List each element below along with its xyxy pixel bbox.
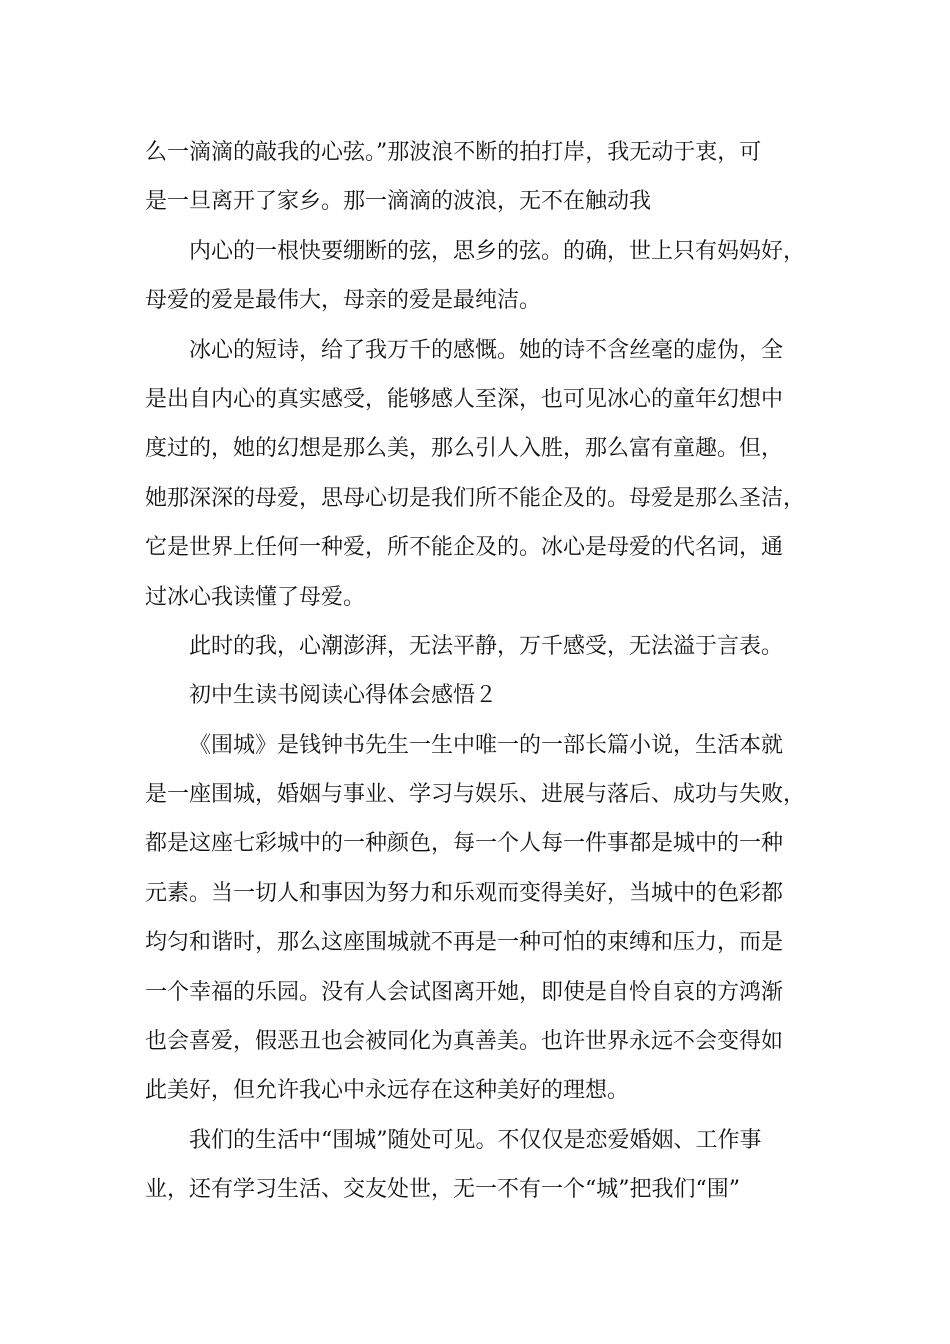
- document-body: [145, 128, 835, 1215]
- text-line: 是出自内心的真实感受，能够感人至深，也可见冰心的童年幻想中: [145, 386, 784, 412]
- text-line: 此美好，但允许我心中永远存在这种美好的理想。: [145, 1078, 630, 1104]
- text-line: 元素。当一切人和事因为努力和乐观而变得美好，当城中的色彩都: [145, 880, 784, 906]
- text-line: 是一旦离开了家乡。那一滴滴的波浪，无不在触动我: [145, 189, 652, 215]
- text-line: 业，还有学习生活、交友处世，无一不有一个“城”把我们“围”: [145, 1177, 740, 1203]
- text-line: 都是这座七彩城中的一种颜色，每一个人每一件事都是城中的一种: [145, 831, 784, 857]
- section-heading: 初中生读书阅读心得体会感悟２: [189, 683, 498, 709]
- text-line: 么一滴滴的敲我的心弦。”那波浪不断的拍打岸，我无动于衷，可: [145, 140, 762, 165]
- paragraph-start-line: 《围城》是钱钟书先生一生中唯一的一部长篇小说，生活本就: [189, 732, 784, 758]
- paragraph-start-line: 内心的一根快要绷断的弦，思乡的弦。的确，世上只有妈妈好，: [189, 238, 806, 264]
- text-line: 过冰心我读懂了母爱。: [145, 584, 366, 610]
- text-line: 一个幸福的乐园。没有人会试图离开她，即使是自怜自哀的方鸿渐: [145, 979, 784, 1005]
- paragraph-start-line: 此时的我，心潮澎湃，无法平静，万千感受，无法溢于言表。: [189, 633, 784, 659]
- paragraph-start-line: 冰心的短诗，给了我万千的感慨。她的诗不含丝毫的虚伪，全: [189, 337, 784, 363]
- text-line: 均匀和谐时，那么这座围城就不再是一种可怕的束缚和压力，而是: [145, 930, 784, 956]
- text-line: 母爱的爱是最伟大，母亲的爱是最纯洁。: [145, 288, 542, 314]
- text-line: 是一座围城，婚姻与事业、学习与娱乐、进展与落后、成功与失败，: [145, 782, 806, 808]
- text-line: 度过的，她的幻想是那么美，那么引人入胜，那么富有童趣。但，: [145, 436, 784, 462]
- text-line: 也会喜爱，假恶丑也会被同化为真善美。也许世界永远不会变得如: [145, 1029, 784, 1055]
- text-line: 它是世界上任何一种爱，所不能企及的。冰心是母爱的代名词，通: [145, 535, 784, 561]
- paragraph-start-line: 我们的生活中“围城”随处可见。不仅仅是恋爱婚姻、工作事: [189, 1127, 762, 1153]
- text-line: 她那深深的母爱，思母心切是我们所不能企及的。母爱是那么圣洁，: [145, 485, 806, 511]
